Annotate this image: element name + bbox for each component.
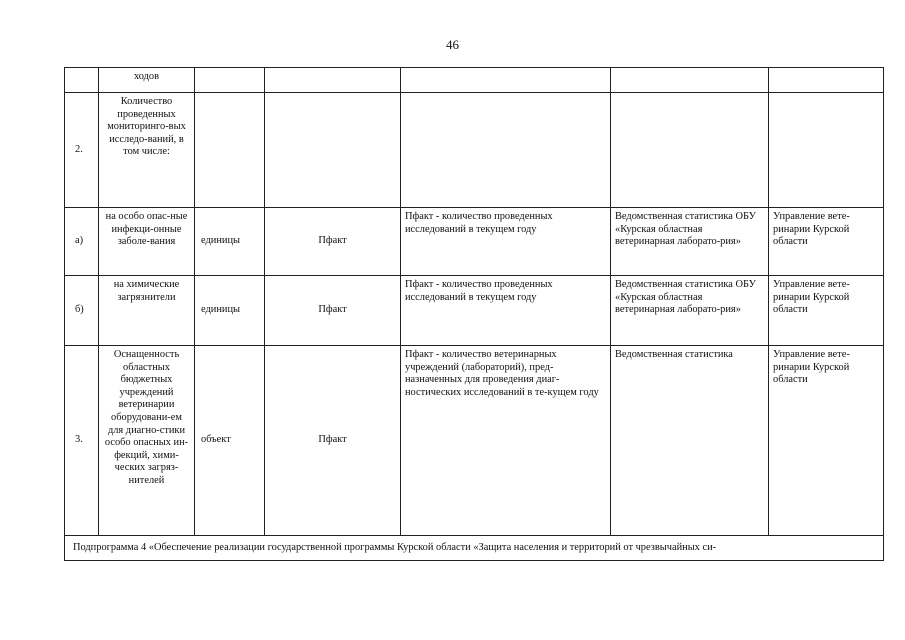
responsible-cell: Управление вете-ринарии Курской области: [769, 208, 884, 276]
source-cell: Ведомственная статистика ОБУ «Курская областная ветеринарная лаборато-рия»: [611, 276, 769, 346]
table-row: [65, 346, 884, 536]
formula-cell: [265, 93, 401, 208]
unit-cell: [195, 68, 265, 93]
description-cell: Пфакт - количество проведенных исследований в текущем году: [401, 276, 611, 346]
description-cell: Пфакт - количество проведенных исследований в текущем году: [401, 208, 611, 276]
row-number: а): [65, 208, 99, 276]
formula-cell: Пфакт: [265, 276, 401, 346]
formula-cell: Пфакт: [265, 208, 401, 276]
indicator-cell: Оснащенность областных бюджетных учреждений ветеринарии оборудовани-ем для диагно-стики особо опасных ин-фекций, хими-ческих загряз-нителей: [99, 346, 195, 536]
indicator-cell: на особо опас-ные инфекци-онные заболе-вания: [99, 208, 195, 276]
responsible-cell: [769, 68, 884, 93]
source-cell: Ведомственная статистика: [611, 346, 769, 536]
page-number: 46: [446, 37, 459, 52]
responsible-cell: [769, 93, 884, 208]
formula-cell: Пфакт: [265, 346, 401, 536]
table-row: [65, 208, 884, 276]
description-cell: [401, 68, 611, 93]
indicator-cell: Количество проведенных мониторинго-вых исследо-ваний, в том числе:: [99, 93, 195, 208]
responsible-cell: Управление вете-ринарии Курской области: [769, 276, 884, 346]
unit-cell: единицы: [195, 276, 265, 346]
unit-cell: [195, 93, 265, 208]
source-cell: Ведомственная статистика ОБУ «Курская областная ветеринарная лаборато-рия»: [611, 208, 769, 276]
source-cell: [611, 68, 769, 93]
indicator-cell: на химические загрязнители: [99, 276, 195, 346]
subprogram-row: [65, 536, 884, 561]
unit-cell: единицы: [195, 208, 265, 276]
table-row: [65, 93, 884, 208]
source-cell: [611, 93, 769, 208]
indicators-table: [64, 67, 884, 561]
row-number: б): [65, 276, 99, 346]
table-row: [65, 276, 884, 346]
indicator-cell: ходов: [99, 68, 195, 93]
unit-cell: объект: [195, 346, 265, 536]
responsible-cell: Управление вете-ринарии Курской области: [769, 346, 884, 536]
row-number: 3.: [65, 346, 99, 536]
row-number: 2.: [65, 93, 99, 208]
formula-cell: [265, 68, 401, 93]
description-cell: [401, 93, 611, 208]
subprogram-heading: Подпрограмма 4 «Обеспечение реализации государственной программы Курской области «Защита населения и территорий от чрезвычайных си-: [65, 536, 884, 561]
description-cell: Пфакт - количество ветеринарных учреждений (лабораторий), пред-назначенных для проведения диаг-ностических исследований в те-кущем году: [401, 346, 611, 536]
row-number: [65, 68, 99, 93]
table-row: [65, 68, 884, 93]
